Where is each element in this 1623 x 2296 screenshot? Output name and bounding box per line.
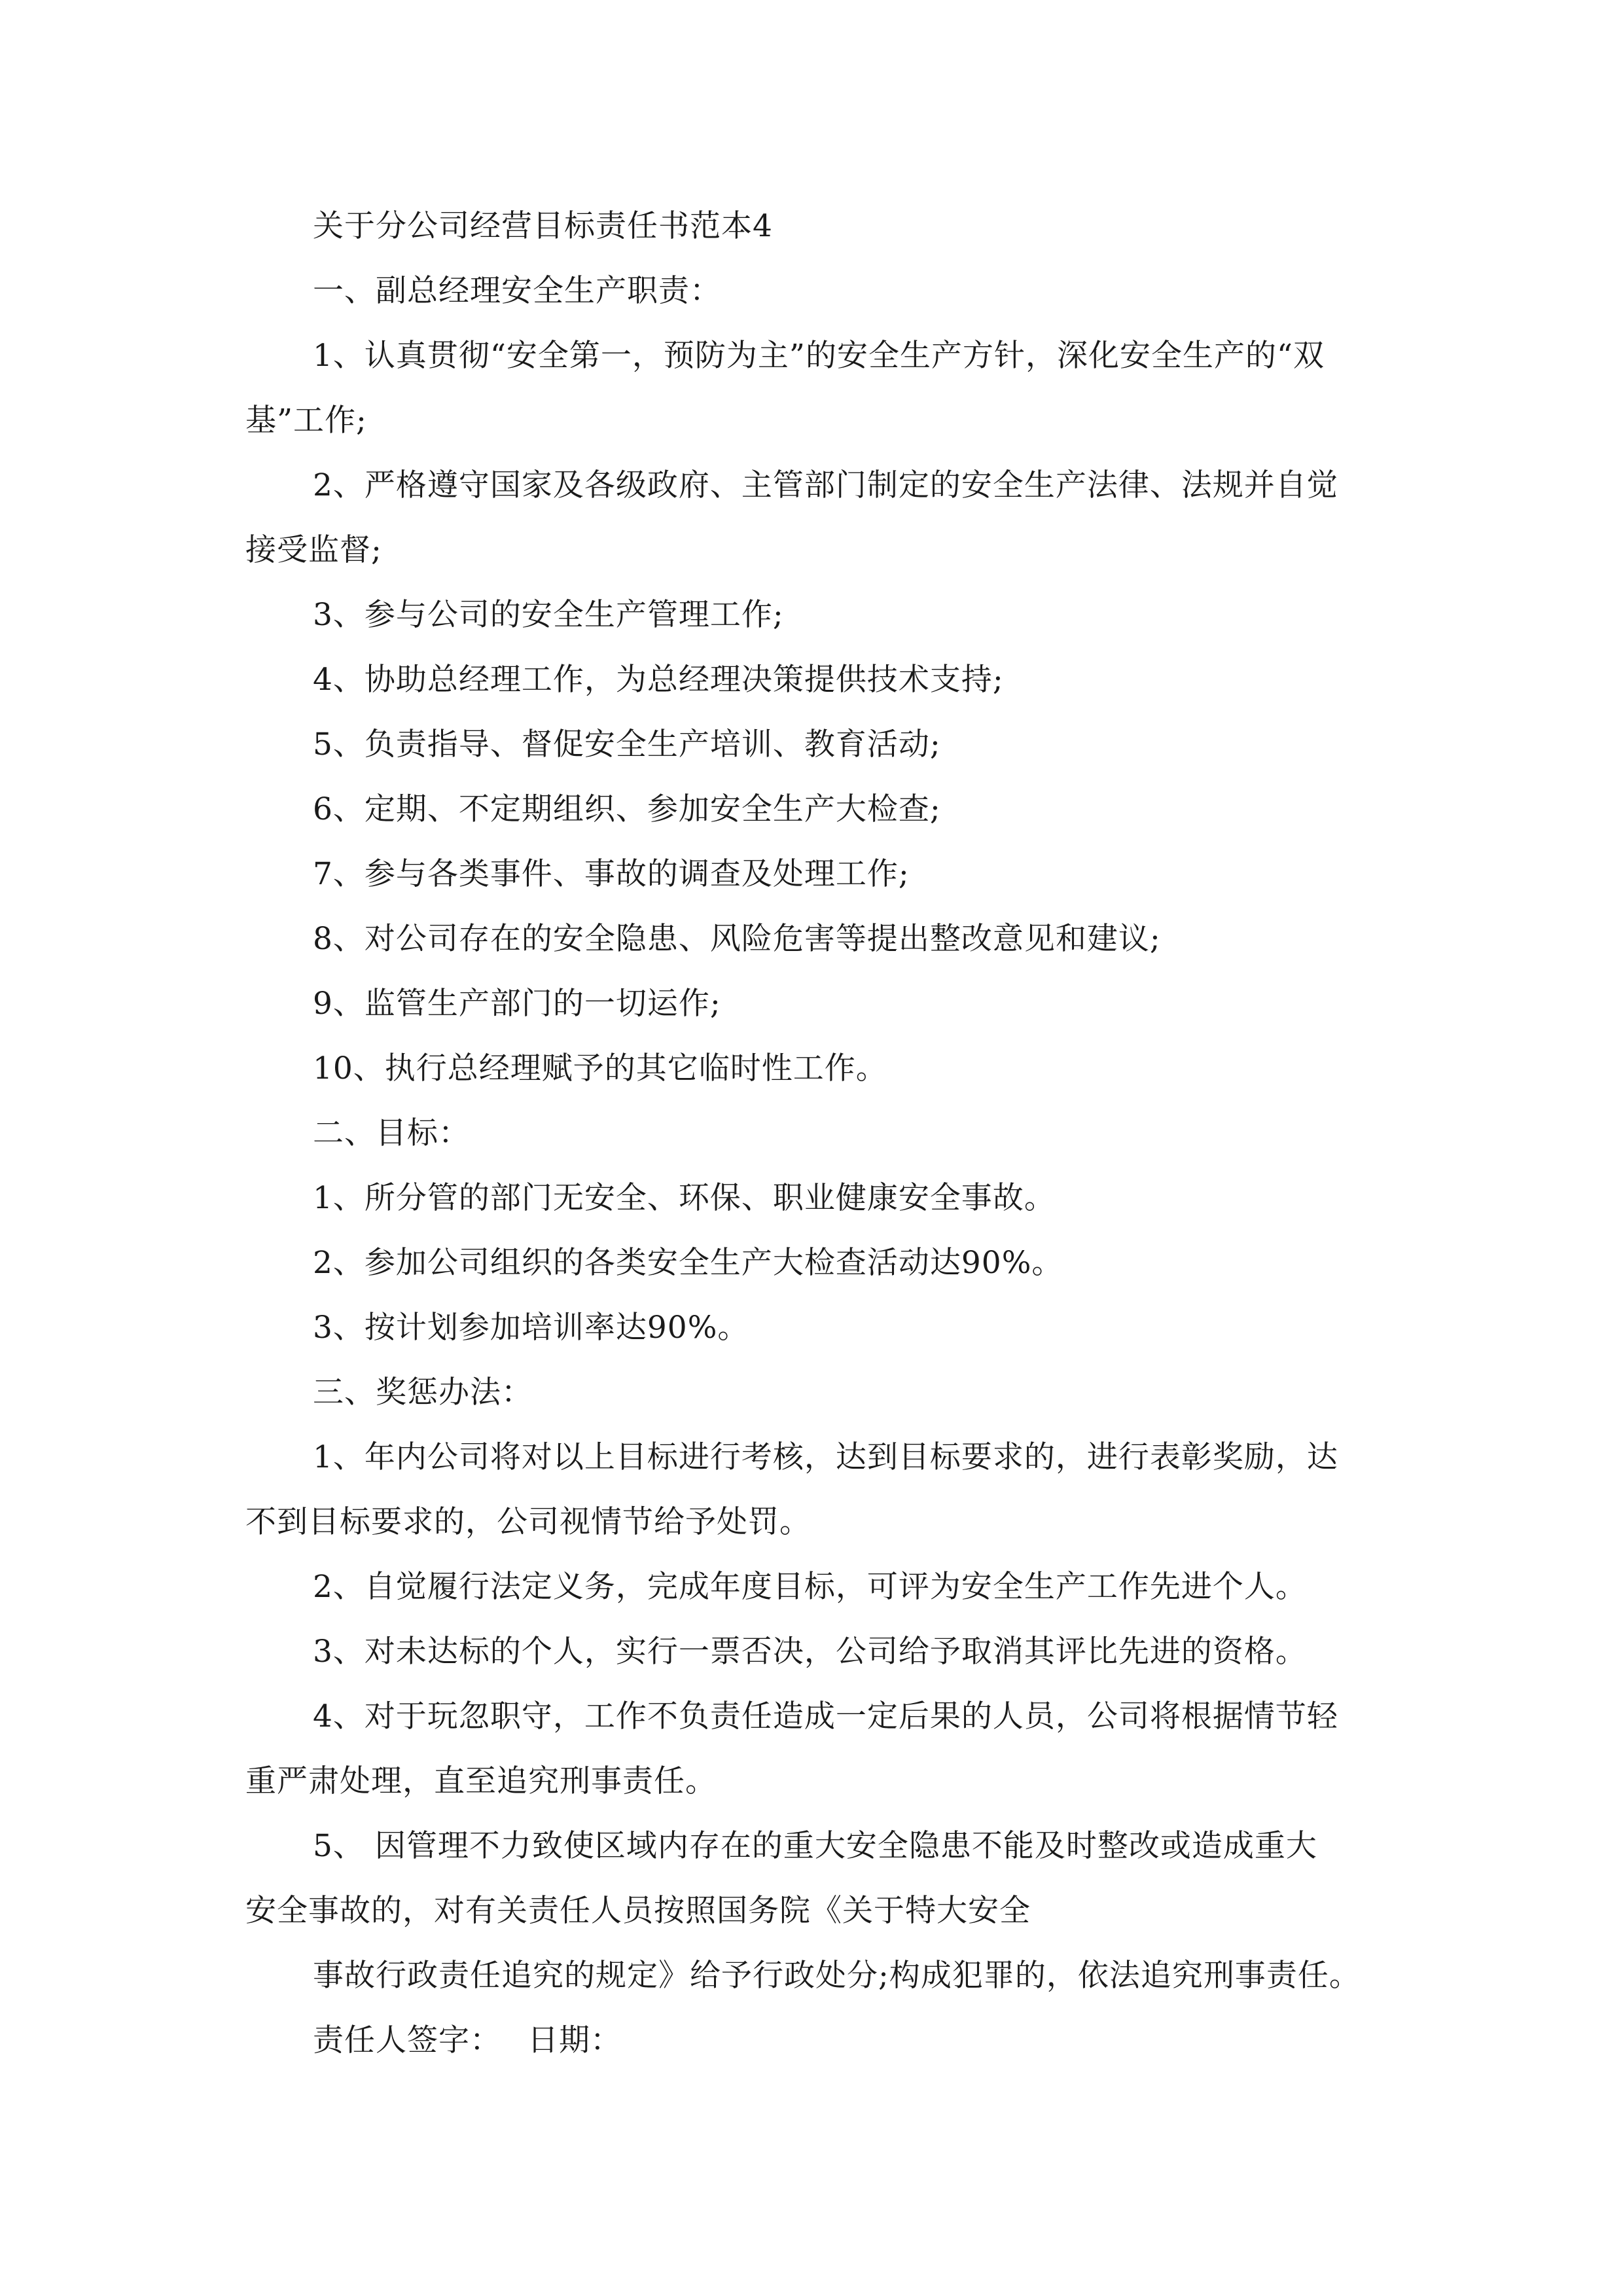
document-title: 关于分公司经营目标责任书范本4 [313,208,773,244]
section-1-item-2-line-1: 2、严格遵守国家及各级政府、主管部门制定的安全生产法律、法规并自觉 [313,467,1338,503]
section-2-item-3: 3、按计划参加培训率达90%。 [313,1310,749,1346]
section-3-item-1-line-2: 不到目标要求的，公司视情节给予处罚。 [245,1504,811,1540]
section-2-item-2: 2、参加公司组织的各类安全生产大检查活动达90%。 [313,1245,1063,1281]
section-2-item-1: 1、所分管的部门无安全、环保、职业健康安全事故。 [313,1180,1056,1216]
section-1-item-6: 6、定期、不定期组织、参加安全生产大检查; [313,791,941,827]
section-3-item-4-line-1: 4、对于玩忽职守，工作不负责任造成一定后果的人员，公司将根据情节轻 [313,1698,1338,1734]
signature-line [313,2021,622,2060]
section-3-item-5-line-2: 安全事故的，对有关责任人员按照国务院《关于特大安全 [245,1893,1031,1929]
section-3-item-2: 2、自觉履行法定义务，完成年度目标，可评为安全生产工作先进个人。 [313,1569,1307,1605]
date-label: 日期： [527,2022,622,2058]
section-1-heading: 一、副总经理安全生产职责： [313,273,721,309]
section-3-item-3: 3、对未达标的个人，实行一票否决，公司给予取消其评比先进的资格。 [313,1634,1307,1670]
section-1-item-9: 9、监管生产部门的一切运作; [313,986,721,1022]
signature-label: 责任人签字： [313,2022,501,2058]
section-1-item-1-line-2: 基”工作; [245,403,367,439]
section-1-item-7: 7、参与各类事件、事故的调查及处理工作; [313,856,910,892]
section-3-continuation: 事故行政责任追究的规定》给予行政处分;构成犯罪的，依法追究刑事责任。 [313,1958,1361,1994]
section-1-item-10: 10、执行总经理赋予的其它临时性工作。 [313,1050,887,1086]
section-1-item-5: 5、负责指导、督促安全生产培训、教育活动; [313,726,941,762]
section-1-item-2-line-2: 接受监督; [245,532,382,568]
section-1-item-3: 3、参与公司的安全生产管理工作; [313,597,784,633]
section-1-item-1-line-1: 1、认真贯彻“安全第一，预防为主”的安全生产方针，深化安全生产的“双 [313,338,1325,374]
section-3-item-1-line-1: 1、年内公司将对以上目标进行考核，达到目标要求的，进行表彰奖励，达 [313,1439,1338,1475]
section-1-item-4: 4、协助总经理工作，为总经理决策提供技术支持; [313,662,1004,698]
section-3-item-5-line-1: 5、 因管理不力致使区域内存在的重大安全隐患不能及时整改或造成重大 [313,1828,1317,1864]
section-2-heading: 二、目标： [313,1115,470,1151]
section-1-item-8: 8、对公司存在的安全隐患、风险危害等提出整改意见和建议; [313,921,1161,957]
section-3-item-4-line-2: 重严肃处理，直至追究刑事责任。 [245,1763,717,1799]
section-3-heading: 三、奖惩办法： [313,1374,533,1410]
